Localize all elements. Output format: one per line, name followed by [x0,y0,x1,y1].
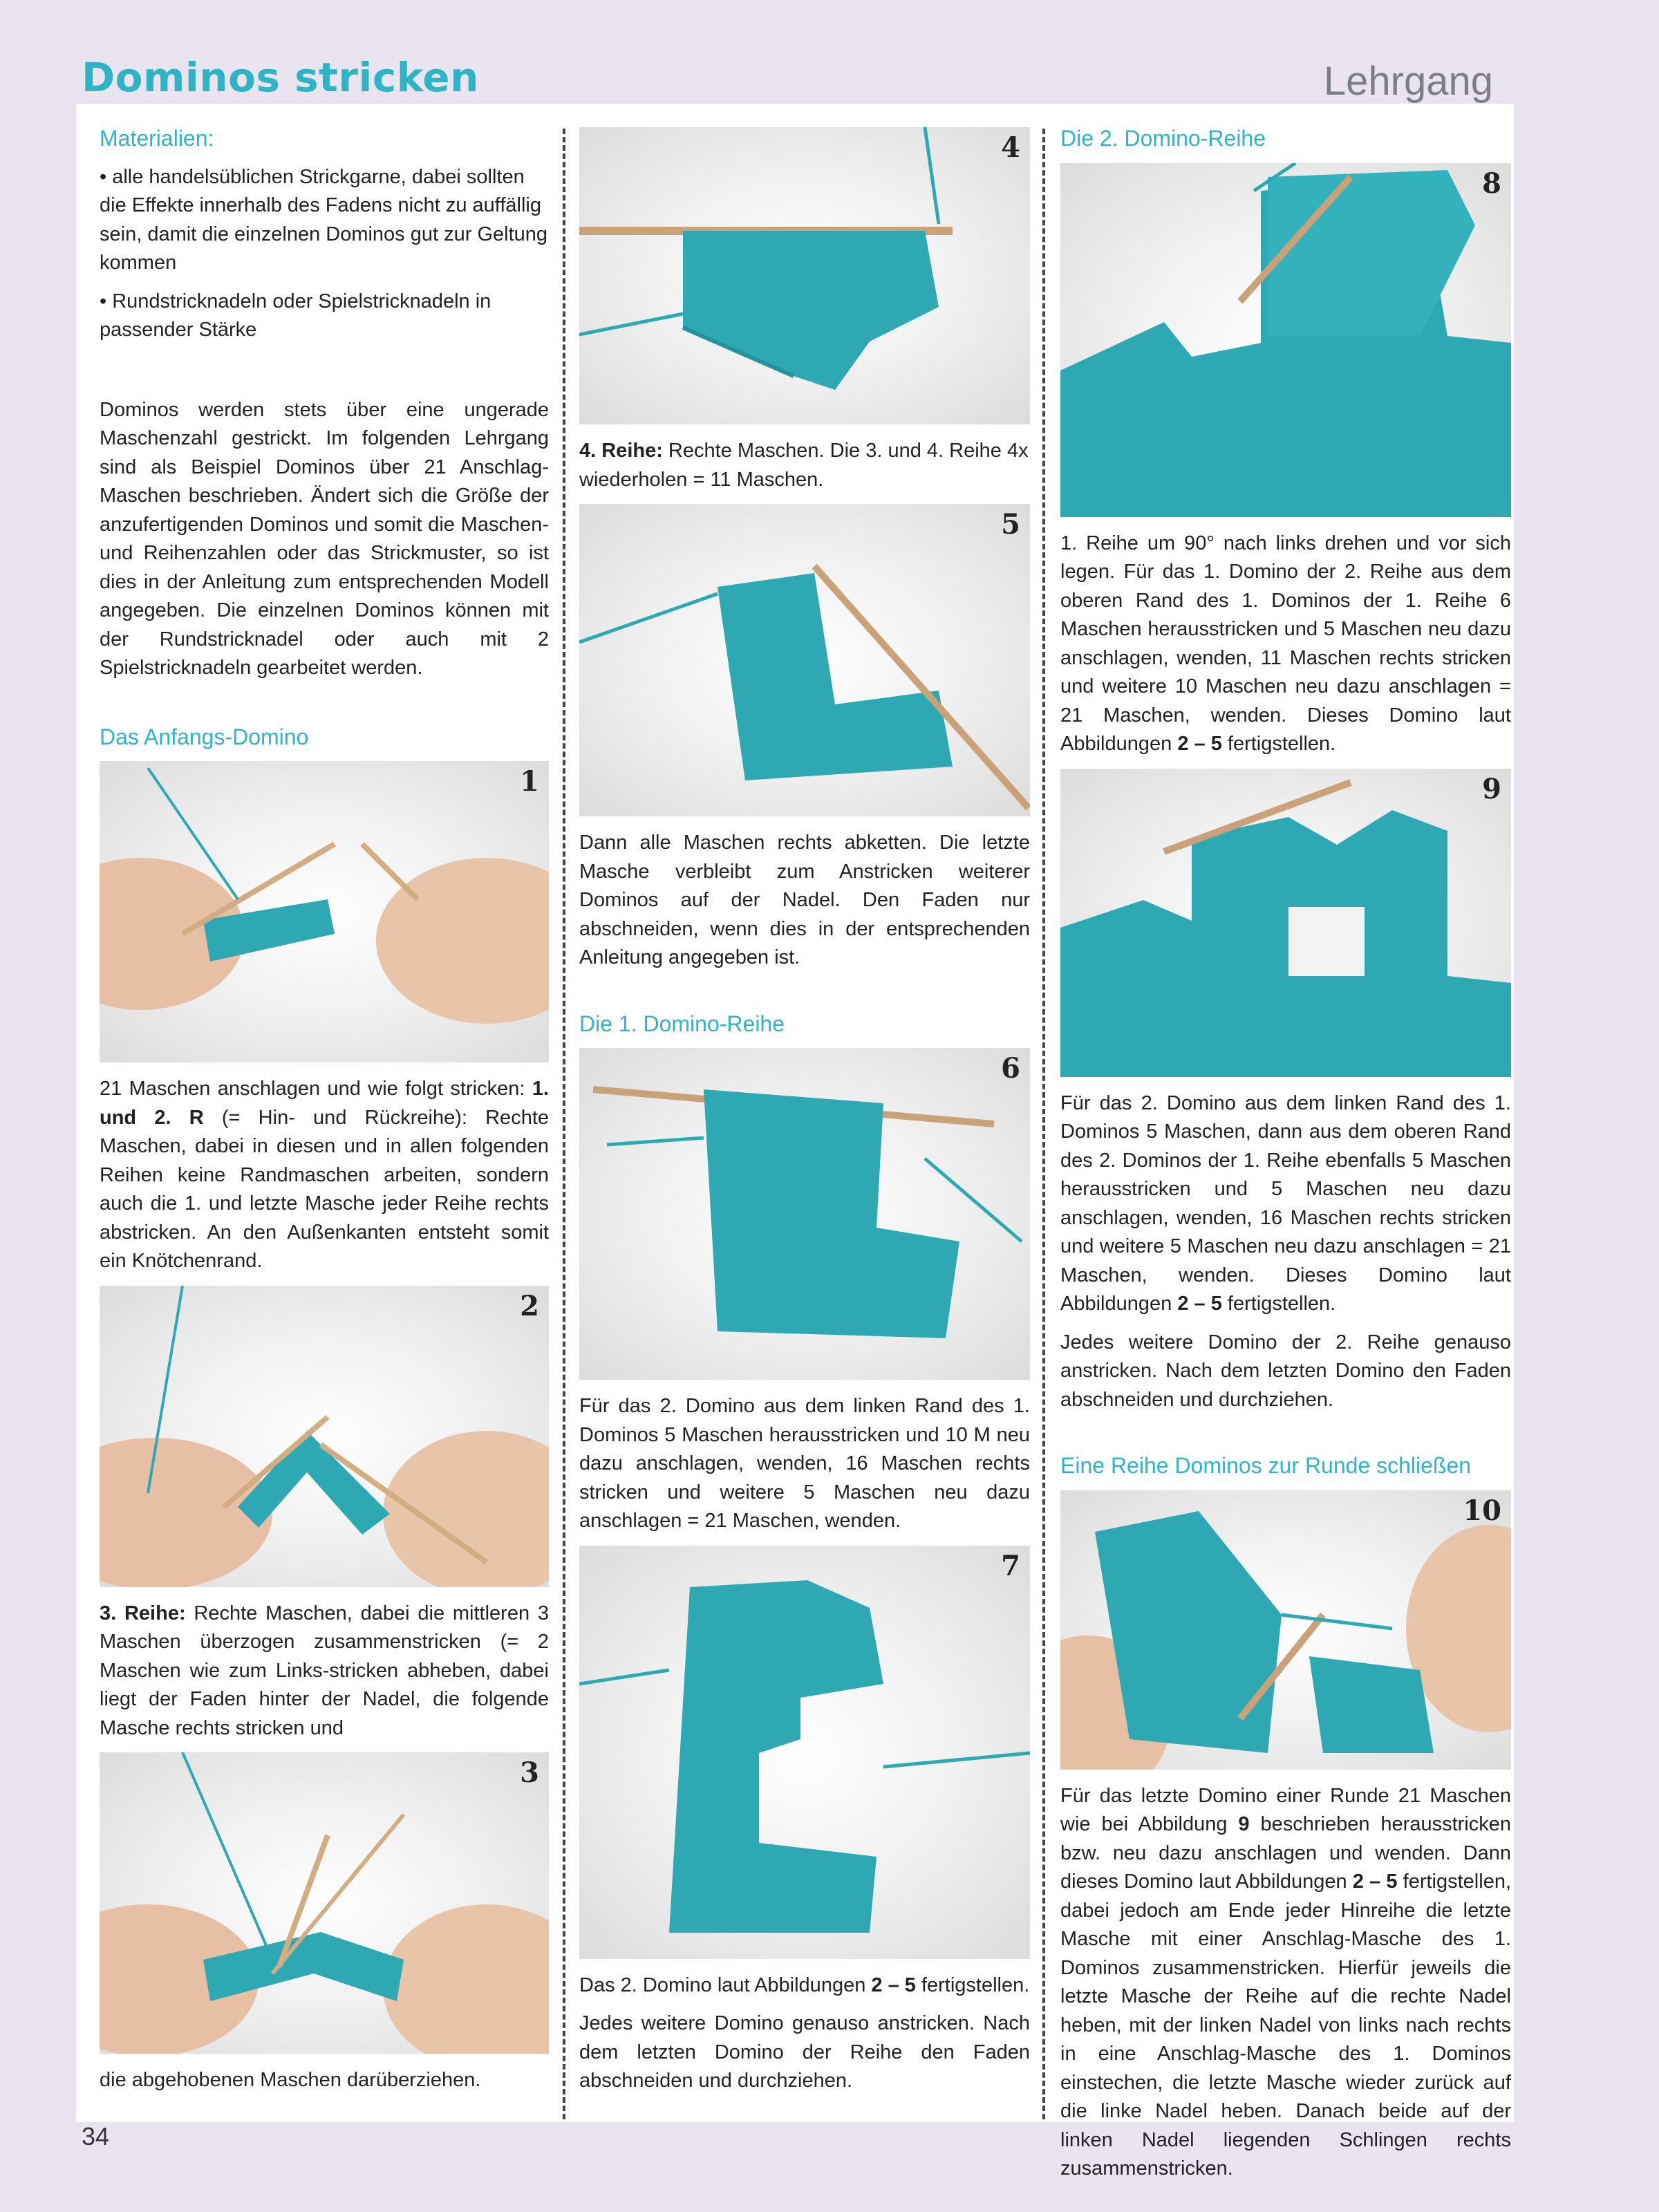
step-3-text: 3. Reihe: Rechte Maschen, dabei die mittleren 3 Maschen überzogen zusammenstricken (= 2 Maschen wie zum Links-stricken abheben, dabei liegt der Faden hinter der Nadel, die folgende Masche rechts stricken und [100,1602,549,1739]
column-1 [100,124,549,2105]
step-7-text: Das 2. Domino laut Abbildungen 2 – 5 fertigstellen. [579,1974,1030,1996]
step-3-end-text: die abgehobenen Maschen darüberziehen. [100,2069,481,2092]
row-2-heading: Die 2. Domino-Reihe [1060,126,1266,151]
close-round-heading: Eine Reihe Dominos zur Runde schließen [1060,1453,1472,1479]
knitted-piece-image [579,1546,1030,1959]
photo-number: 4 [1001,131,1020,164]
step-9-more-text: Jedes weitere Domino der 2. Reihe genauso anstricken. Nach dem letzten Domino den Faden abschneiden und durchziehen. [1060,1331,1511,1411]
row-1-heading: Die 1. Domino-Reihe [579,1011,785,1036]
photo-number: 9 [1482,772,1501,805]
photo-step-3 [100,1752,549,2054]
materials-item: • alle handelsüblichen Strickgarne, dabei sollten die Effekte innerhalb des Fadens nicht zu auffällig sein, damit die einzelnen Dominos gut zur Geltung kommen [100,165,548,274]
photo-step-6 [579,1048,1030,1380]
photo-number: 3 [520,1756,539,1790]
start-domino-heading: Das Anfangs-Domino [100,724,309,749]
photo-number: 2 [520,1289,539,1322]
photo-number: 7 [1001,1549,1020,1582]
photo-step-4 [579,127,1030,424]
hands-knitting-image [1060,1490,1511,1770]
photo-number: 6 [1001,1052,1020,1085]
intro-paragraph: Dominos werden stets über eine ungerade Maschenzahl gestrickt. Im folgenden Lehrgang sind als Beispiel Dominos über 21 Anschlag-Maschen beschrieben. Ändert sich die Größe der anzufertigenden Dominos und somit die Maschen- und Reihenzahlen oder das Strickmuster, so ist dies in der Anleitung zum entsprechenden Modell angegeben. Die einzelnen Dominos können mit der Rundstricknadel oder auch mit 2 Spielstricknadeln gearbeitet werden. [100,398,549,679]
step-7-more-text: Jedes weitere Domino genauso anstricken. Nach dem letzten Domino der Reihe den Faden abschneiden und durchziehen. [579,2012,1030,2092]
step-6-text: Für das 2. Domino aus dem linken Rand des 1. Dominos 5 Maschen herausstricken und 10 M neu dazu anschlagen, wenden, 16 Maschen rechts stricken und weitere 5 Maschen neu dazu anschlagen = 21 Maschen, wenden. [579,1395,1030,1533]
photo-number: 1 [520,765,539,798]
page-title: Dominos stricken [82,54,479,101]
photo-step-7 [579,1546,1030,1959]
step-9-text: Für das 2. Domino aus dem linken Rand des 1. Dominos 5 Maschen, dann aus dem oberen Rand des 2. Dominos der 1. Reihe ebenfalls 5 Maschen herausstricken und 5 Maschen neu dazu anschlagen, wenden, 16 Maschen rechts stricken und weitere 5 Maschen neu dazu anschlagen = 21 Maschen, wenden. Dieses Domino laut Abbildungen 2 – 5 fertigstellen. [1060,1091,1511,1315]
knitted-piece-image [1060,769,1511,1077]
step-10-text: Für das letzte Domino einer Runde 21 Maschen wie bei Abbildung 9 beschrieben herausstricken bzw. neu dazu anschlagen und wenden. Dann dieses Domino laut Abbildungen 2 – 5 fertigstellen, dabei jedoch am Ende jeder Hinreihe die letzte Masche mit einer Anschlag-Masche des 1. Dominos zusammenstricken. Hierfür jeweils die letzte Masche der Reihe auf die rechte Nadel heben, mit der linken Nadel von links nach rechts in eine Anschlag-Masche des 1. Dominos einstechen, die letzte Masche wieder zurück auf die linke Nadel heben. Danach beide auf der linken Nadel liegenden Schlingen rechts zusammenstricken. [1060,1784,1512,2180]
hands-knitting-image [100,1752,549,2054]
hands-knitting-image [100,761,549,1062]
knitted-piece-image [579,127,1030,424]
knitted-piece-image [579,504,1030,816]
photo-step-1 [100,761,549,1062]
knitted-piece-image [579,1048,1030,1380]
materials-heading: Materialien: [100,126,214,151]
photo-step-2 [100,1286,549,1587]
column-divider [563,129,565,2119]
photo-number: 5 [1001,508,1020,541]
materials-item: • Rundstricknadeln oder Spielstricknadeln in passender Stärke [100,290,491,341]
column-2 [579,124,1030,2106]
step-1-text: 21 Maschen anschlagen und wie folgt stricken: 1. und 2. R (= Hin- und Rückreihe): Rechte Maschen, dabei in diesen und in allen folgenden Reihen keine Randmaschen arbeiten, sondern auch die 1. und letzte Masche jeder Reihe rechts abstricken. An den Außenkanten entsteht somit ein Knötchenrand. [100,1078,550,1273]
page-number: 34 [82,2122,110,2150]
step-4-text: 4. Reihe: Rechte Maschen. Die 3. und 4. Reihe 4x wiederholen = 11 Maschen. [579,440,1029,491]
photo-step-10 [1060,1490,1511,1770]
column-divider [1042,129,1045,2119]
photo-number: 10 [1463,1494,1501,1527]
step-8-text: 1. Reihe um 90° nach links drehen und vor sich legen. Für das 1. Domino der 2. Reihe aus dem oberen Rand des 1. Dominos der 1. Reihe 6 Maschen herausstricken und 5 Maschen neu dazu anschlagen, wenden, 11 Maschen rechts stricken und weitere 10 Maschen neu dazu anschlagen = 21 Maschen, wenden. Dieses Domino laut Abbildungen 2 – 5 fertigstellen. [1060,532,1511,756]
step-5-text: Dann alle Maschen rechts abketten. Die letzte Masche verbleibt zum Anstricken weiterer Dominos auf der Nadel. Den Faden nur abschneiden, wenn dies in der entsprechenden Anleitung angegeben ist. [579,832,1030,968]
hands-knitting-image [100,1286,549,1587]
photo-step-5 [579,504,1030,816]
photo-number: 8 [1482,167,1501,200]
photo-step-8 [1060,163,1511,517]
photo-step-9 [1060,769,1511,1077]
section-label: Lehrgang [1323,59,1493,104]
column-3 [1060,124,1511,2193]
knitted-piece-image [1060,163,1511,517]
